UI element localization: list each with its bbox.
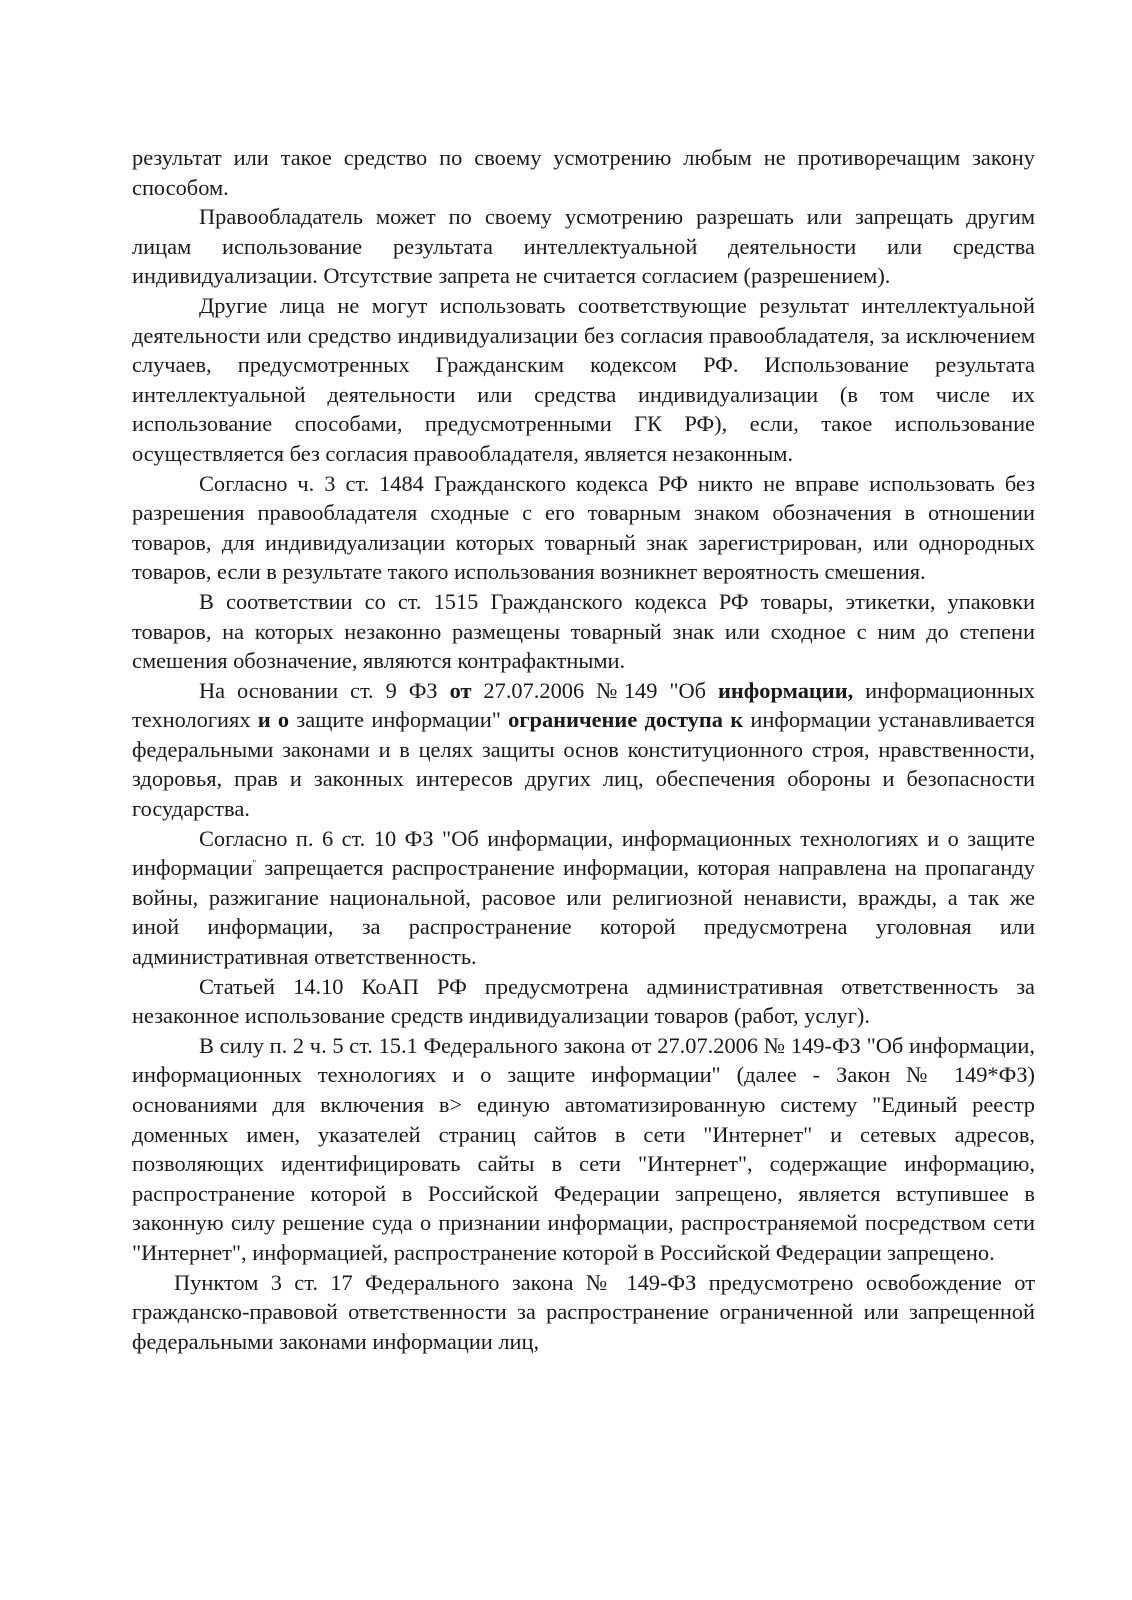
text-run: запрещается распространение информации, которая направлена на пропаганду войны, разжигание национальной, расовое или религиозной ненависти, вражды, а так же иной информации, за распространение которой предусмотрена уголовная или административная ответственность.: [132, 855, 1035, 970]
bold-run: информации,: [718, 677, 854, 703]
text-run: На основании ст. 9 ФЗ: [199, 677, 450, 703]
paragraph-other-persons: Другие лица не могут использовать соответствующие результат интеллектуальной деятельности или средство индивидуализации без согласия правообладателя, за исключением случаев, предусмотренных Гражданским кодексом РФ. Использование результата интеллектуальной деятельности или средства индивидуализации (в том числе их использование способами, предусмотренными ГК РФ), если, такое использование осуществляется без согласия правообладателя, является незаконным.: [132, 292, 1035, 466]
paragraph-koap-14-10: Статьей 14.10 КоАП РФ предусмотрена административная ответственность за незаконное использование средств индивидуализации товаров (работ, услуг).: [132, 973, 1035, 1029]
paragraph-article-17: Пунктом 3 ст. 17 Федерального закона № 149-ФЗ предусмотрено освобождение от гражданско-правовой ответственности за распространение ограниченной или запрещенной федеральными законами информации лиц,: [132, 1269, 1035, 1354]
paragraph-article-15-1: В силу п. 2 ч. 5 ст. 15.1 Федерального закона от 27.07.2006 № 149-ФЗ "Об информации, информационных технологиях и о защите информации" (далее - Закон № 149*ФЗ) основаниями для включения в> единую автоматизированную систему "Единый реестр доменных имен, указателей страниц сайтов в сети "Интернет" и сетевых адресов, позволяющих идентифицировать сайты в сети "Интернет", содержащие информацию, распространение которой в Российской Федерации запрещено, является вступившее в законную силу решение суда о признании информации, распространяемой посредством сети "Интернет", информацией, распространение которой в Российской Федерации запрещено.: [132, 1032, 1035, 1265]
paragraph-article-10-fz: [132, 824, 1035, 972]
text-run: 27.07.2006 №149 "Об: [471, 677, 718, 703]
paragraph-article-1484: Согласно ч. 3 ст. 1484 Гражданского кодекса РФ никто не вправе использовать без разрешения правообладателя сходные с его товарным знаком обозначения в отношении товаров, для индивидуализации которых товарный знак зарегистрирован, или однородных товаров, если в результате такого использования возникнет вероятность смешения.: [132, 470, 1035, 585]
text-run: информационных технологиях: [132, 677, 1035, 733]
text-run: информации устанавливается федеральными законами и в целях защиты основ конституционного строя, нравственности, здоровья, прав и законных интересов других лиц, обеспечения обороны и безопасности государства.: [132, 707, 1035, 822]
text-run: Согласно п. 6 ст. 10 ФЗ "Об информации, информационных технологиях и о защите информации: [132, 825, 1035, 881]
paragraph-article-1515: В соответствии со ст. 1515 Гражданского кодекса РФ товары, этикетки, упаковки товаров, на которых незаконно размещены товарный знак или сходное с ним до степени смешения обозначение, являются контрафактными.: [132, 588, 1035, 674]
document-page: [132, 143, 1035, 1356]
bold-run: и о: [257, 707, 290, 733]
bold-run: ограничение доступа к: [508, 707, 744, 733]
text-run: защите информации": [289, 707, 509, 733]
superscript-quote: ": [252, 858, 257, 869]
paragraph-article-9-fz: [132, 676, 1035, 824]
paragraph-continuation: результат или такое средство по своему усмотрению любым не противоречащим закону способом.: [132, 145, 1035, 200]
bold-run: от: [449, 677, 472, 703]
paragraph-rightholder-permission: Правообладатель может по своему усмотрению разрешать или запрещать другим лицам использование результата интеллектуальной деятельности или средства индивидуализации. Отсутствие запрета не считается согласием (разрешением).: [132, 204, 1035, 289]
